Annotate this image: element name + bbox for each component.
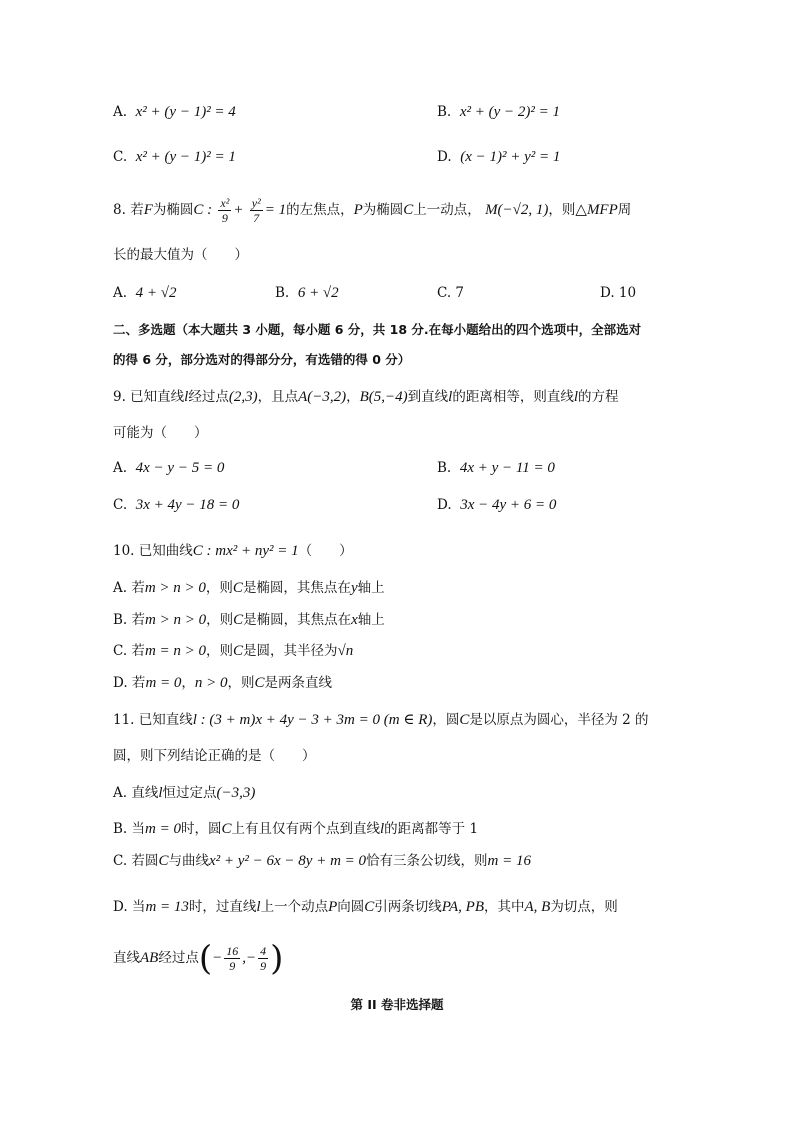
q11-stem-line2: 圆，则下列结论正确的是（ ） [113, 748, 316, 764]
q11-option-b: B. 当m = 0时，圆C上有且仅有两个点到直线l的距离都等于 1 [113, 821, 479, 837]
q7-option-b: B. x² + (y − 2)² = 1 [437, 104, 560, 120]
q9-stem: 9. 已知直线l经过点(2,3)，且点A(−3,2)，B(5,−4)到直线l的距离相等，则直线l的方程 [113, 389, 619, 405]
q8-option-c: C. 7 [437, 285, 465, 301]
q11-option-c: C. 若圆C与曲线x² + y² − 6x − 8y + m = 0恰有三条公切线，则m = 16 [113, 853, 531, 869]
q9-option-a: A. 4x − y − 5 = 0 [113, 460, 225, 476]
section2-heading-line2: 的得 6 分，部分选对的得部分分，有选错的得 0 分） [113, 352, 411, 367]
q11-option-a: A. 直线l恒过定点(−3,3) [113, 785, 256, 801]
q11-option-d-line2: 直线AB经过点(− $\frac{16}{9}$ ,− $\frac{4}{9}$ ) [113, 938, 284, 979]
q11-stem: 11. 已知直线l : (3 + m)x + 4y − 3 + 3m = 0 (m ∈ R)，圆C是以原点为圆心，半径为 2 的 [113, 712, 649, 728]
left-paren: ( [198, 938, 213, 979]
right-paren: ) [270, 938, 284, 979]
q7-option-c: C. x² + (y − 1)² = 1 [113, 149, 236, 165]
q10-stem: 10. 已知曲线C : mx² + ny² = 1（ ） [113, 543, 353, 559]
q8-stem-line2: 长的最大值为（ ） [113, 247, 248, 263]
q11-option-d: D. 当m = 13时，过直线l上一个动点P向圆C引两条切线PA, PB，其中A, B为切点，则 [113, 899, 618, 915]
q9-option-d: D. 3x − 4y + 6 = 0 [437, 497, 557, 513]
q9-option-c: C. 3x + 4y − 18 = 0 [113, 497, 240, 513]
part2-heading: 第 II 卷非选择题 [350, 997, 444, 1012]
q10-option-b: B. 若m > n > 0，则C是椭圆，其焦点在x轴上 [113, 612, 385, 628]
fraction-y2-7: $\frac{\text{y²}}{7}$ [251, 196, 261, 225]
q10-option-c: C. 若m = n > 0，则C是圆，其半径为√n [113, 643, 354, 659]
q7-option-a: A. x² + (y − 1)² = 4 [113, 104, 236, 120]
q8-option-a: A. 4 + √2 [113, 285, 177, 301]
q9-option-b: B. 4x + y − 11 = 0 [437, 460, 555, 476]
q8-stem: 8. 若F为椭圆C : $\frac{\text{x²}}{9}$ + $\frac{\text{y²}}{7}$ = 1的左焦点，P为椭圆C上一动点， M(−√2, 1)，则△MFP周 [113, 196, 632, 225]
section2-heading-line1: 二、多选题（本大题共 3 小题，每小题 6 分，共 18 分.在每小题给出的四个选项中，全部选对 [113, 322, 642, 337]
q10-option-a: A. 若m > n > 0，则C是椭圆，其焦点在y轴上 [113, 580, 385, 596]
q8-option-b: B. 6 + √2 [275, 285, 339, 301]
q8-option-d: D. 10 [600, 285, 637, 301]
q7-option-d: D. (x − 1)² + y² = 1 [437, 149, 561, 165]
fraction-x2-9: $\frac{\text{x²}}{9}$ [220, 196, 230, 225]
q9-stem-line2: 可能为（ ） [113, 425, 208, 441]
fraction-16-9: $\frac{16}{9}$ [226, 944, 239, 973]
q10-option-d: D. 若m = 0，n > 0，则C是两条直线 [113, 675, 333, 691]
fraction-4-9: $\frac{4}{9}$ [260, 944, 267, 973]
